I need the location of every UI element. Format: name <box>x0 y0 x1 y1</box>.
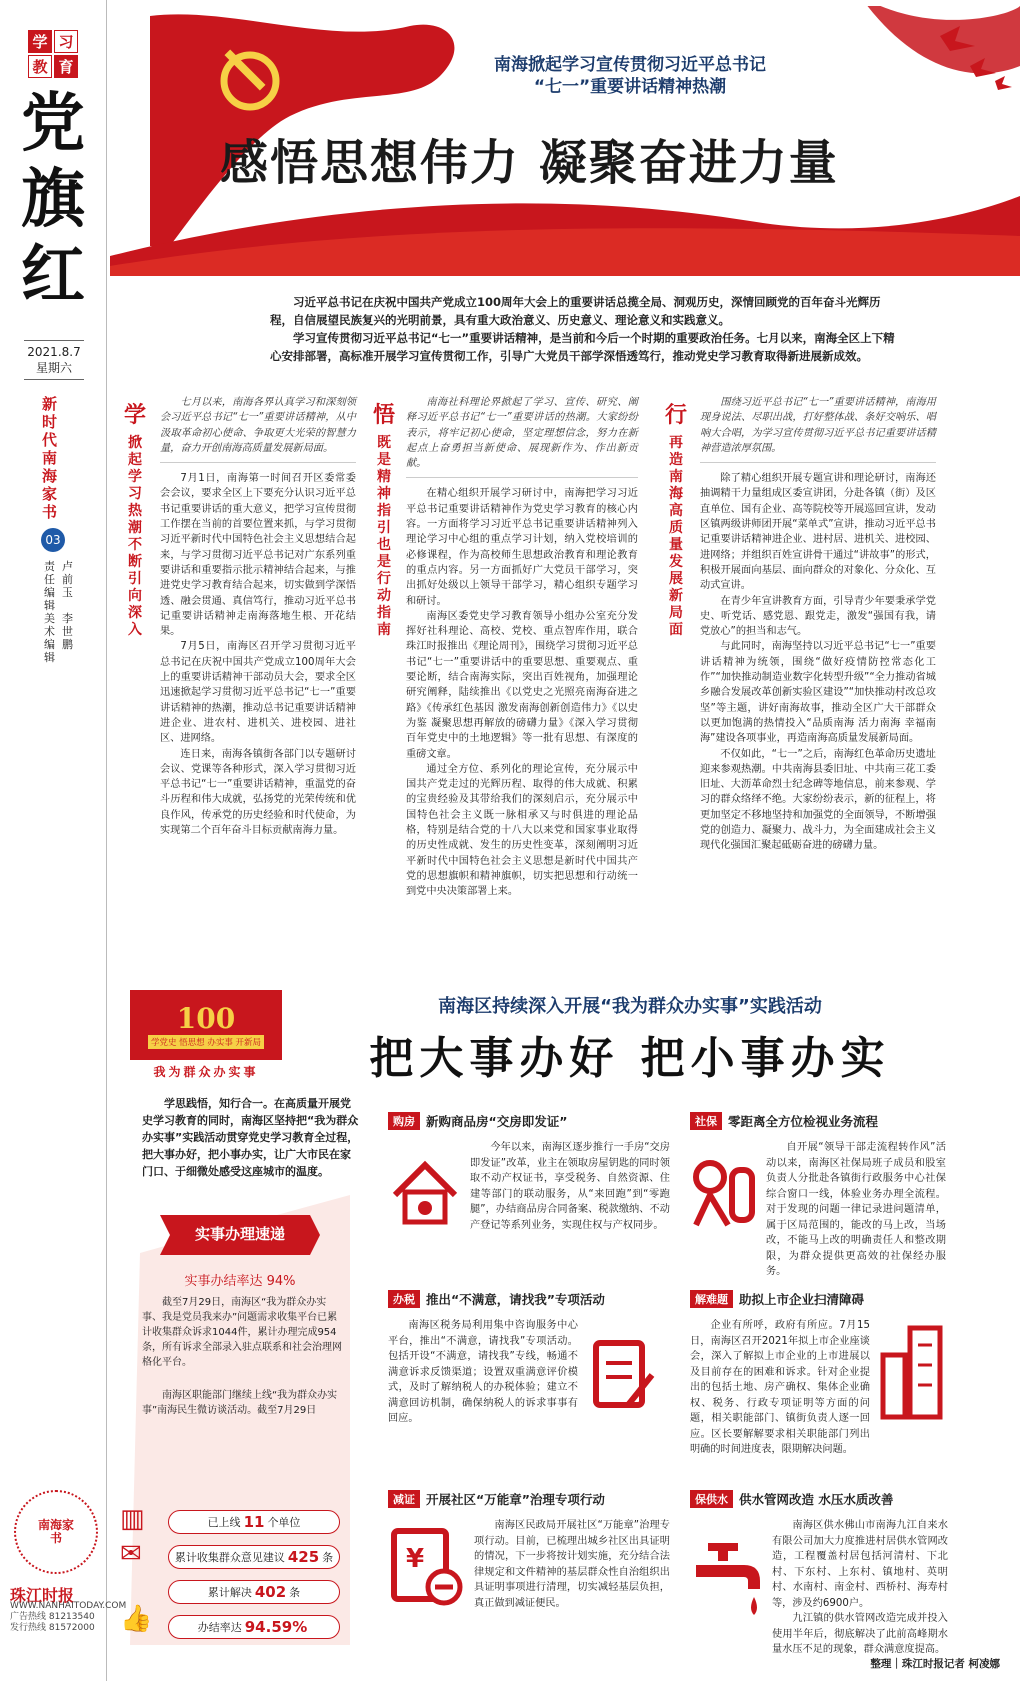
item-seal-text: 南海区民政局开展社区“万能章”治理专项行动。目前，已梳理出城乡社区出具证明的情况，下一步将按计划实施，充分结合法律规定和文件精神的基层群众性自治组织出具证明事项进行清理，切实减轻基层负担，真正做到减证便民。 <box>474 1520 670 1609</box>
item-social-security-head: 社保 零距离全方位检视业务流程 <box>690 1112 878 1130</box>
page-number: 03 <box>41 528 65 552</box>
item-housing-text: 今年以来，南海区逐步推行一手房“交房即发证”改革，业主在领取房屋钥匙的同时领取不动产权证书，享受税务、自然资源、住建等部门的联动服务，从“来回跑”到“零跑腿”，办结商品房合同备案、税款缴纳、不动产登记等系列业务，实现住权与产权同步。 <box>470 1142 670 1231</box>
item-water-text: 南海区供水佛山市南海九江自来水有限公司加大力度推进村居供水管网改造，工程覆盖村居包括河清村、下北村、下东村、上东村、镇地村、英明村、水南村、南金村、西桥村、海寿村等，涉及约6900户。 九江镇的供水管网改造完成并投入使用半年后，彻底解决了此前高峰期水量水压不足的现象，群众满意度提高。 <box>772 1520 948 1655</box>
banner <box>110 6 1020 276</box>
item-tax-text: 南海区税务局利用集中咨询服务中心平台，推出“不满意，请找我”专项活动。包括开设“不满意，请找我”专线，畅通不满意诉求反馈渠道；设置双重满意评价模式，及时了解纳税人的办税体验；建立不满意回访机制，确保纳税人的诉求事事有回应。 <box>388 1320 578 1424</box>
item-housing-head: 购房 新购商品房“交房即发证” <box>388 1112 567 1130</box>
issue-date: 2021.8.7 星期六 <box>24 340 84 380</box>
item-listing-text: 企业有所呼，政府有所应。7月15日，南海区召开2021年拟上市企业座谈会，深入了解拟上市企业的上市进展以及目前存在的困难和诉求。针对企业提出的包括土地、房产确权、集体企业确权、税务、行政专项证明等方面的问题，相关职能部门、镇街负责人逐一回应。区长要解解要求相关职能部门列出明确的时间进度表，限期解决问题。 <box>690 1320 870 1455</box>
section2-headline: 把大事办好 把小事办实 <box>369 1033 891 1084</box>
stat-units-online: 已上线 11 个单位 <box>168 1510 340 1534</box>
item-tax-head: 办税 推出“不满意，请找我”专项活动 <box>388 1290 605 1308</box>
qr-code[interactable]: 南海家书 <box>14 1490 98 1574</box>
document-edit-icon <box>588 1335 658 1415</box>
house-icon <box>385 1150 465 1230</box>
column-learn-tag: 学 掀起学习热潮不断引向深入 <box>123 402 146 638</box>
credit-line: 整理｜珠江时报记者 柯凌娜 <box>870 1658 1000 1670</box>
stat-opinions-collected: 累计收集群众意见建议 425 条 <box>168 1545 340 1569</box>
building-icon: ▥ <box>120 1504 145 1534</box>
svg-text:¥: ¥ <box>406 1544 425 1574</box>
banner-headline: 感悟思想伟力 凝聚奋进力量 <box>220 135 839 191</box>
skyscraper-icon <box>878 1320 948 1420</box>
speed-title: 实事办理速递 <box>194 1225 285 1243</box>
column-learn: 七月以来，南海各界认真学习和深刻领会习近平总书记“七一”重要讲话精神，从中汲取革命初心使命、争取更大光荣的智慧力量，奋力开创南海高质量发展新局面。 7月1日，南海第一时间召开区委常委会会议，要求全区上下要充分认识习近平总书记重要讲话的重大意义，把学习宣传贯彻工作摆在当前的首要位置来抓，与学习贯彻习近平新时代中国特色社会主义思想结合起来，与学习贯彻习近平总书记对广东系列重要讲话和重要指示批示精神结合起来，与推进党史学习教育结合起来，切实做到学深悟透、融会贯通、真信笃行，推动习近平总书记重要讲话精神走南海落地生根、开花结果。 7月5日，南海区召开学习贯彻习近平总书记在庆祝中国共产党成立100周年大会上的重要讲话精神干部动员大会，要求全区迅速掀起学习贯彻习近平总书记“七一”重要讲话精神的热潮，推动总书记重要讲话精神进企业、进农村、进机关、进校园、进社区、进网络。 连日来，南海各镇街各部门以专题研讨会议、党课等各种形式，深入学习贯彻习近平总书记“七一”重要讲话精神，重温党的奋斗历程和伟大成就，弘扬党的光荣传统和优良作风，传承党的历史经验和时代使命，为实现第二个百年奋斗目标贡献南海力量。 <box>160 397 356 837</box>
page-title: 党旗红 <box>21 86 85 313</box>
service-icon <box>688 1155 758 1230</box>
fee-minus-icon <box>388 1525 466 1610</box>
section2-subtitle: 南海区持续深入开展“我为群众办实事”实践活动 <box>438 996 822 1017</box>
column-understand: 南海社科理论界掀起了学习、宣传、研究、阐释习近平总书记“七一”重要讲话的热潮。大家纷纷表示，将牢记初心使命，坚定理想信念，努力在新起点上奋勇担当新使命、展现新作为、作出新贡献。 在精心组织开展学习研讨中，南海把学习习近平总书记重要讲话精神作为党史学习教育的核心内容。一方面将学习习近平总书记重要讲话精神列入理论学习中心组的重点学习计划，纳入党校培训的必修课程，作为高校师生思想政治教育和理论教育的重点内容。另一方面抓好广大党员干部学习，突出抓好处级以上领导干部学习，精心组织专题学习和研讨。 南海区委党史学习教育领导小组办公室充分发挥好社科理论、高校、党校、重点智库作用，联合珠江时报推出《理论周刊》，围绕学习贯彻习近平总书记“七一”重要讲话中的重要思想、重要观点、重要论断，结合南海实际，突出百姓视角，加强理论研究阐释，陆续推出《以党史之光照亮南海奋进之路》《传承红色基因 激发南海创新创造伟力》《以史为鉴 凝聚思想再解放的磅礴力量》《深入学习贯彻百年党史中的土地逻辑》等一批有思想、有深度的重磅文章。 通过全方位、系列化的理论宣传，充分展示中国共产党走过的光辉历程、取得的伟大成就、积累的宝贵经验及其带给我们的深刻启示，充分展示中国特色社会主义既一脉相承又与时俱进的理论品格，特别是结合党的十八大以来党和国家事业取得的历史性成就、发生的历史性变革，深刻阐明习近平新时代中国特色社会主义思想是新时代中国共产党的思想旗帜和精神旗帜，切实把思想和行动统一到党中央决策部署上来。 <box>406 397 638 898</box>
water-tap-icon <box>688 1535 768 1625</box>
speed-text: 截至7月29日，南海区“我为群众办实事、我是党员我来办”问题需求收集平台已累计收集群众诉求1044件，累计办理完成954条，所有诉求全部录入驻点联系和社会治理网格化平台。 <box>142 1297 342 1368</box>
item-listing-head: 解难题 助拟上市企业扫清障碍 <box>690 1290 864 1308</box>
speed-panel <box>120 1195 358 1645</box>
mail-icon: ✉ <box>120 1539 142 1569</box>
section2-lead: 学思践悟，知行合一。在高质量开展党史学习教育的同时，南海区坚持把“我为群众办实事”实践活动贯穿党史学习教育全过程，把大事办好，把小事办实，让广大市民在家门口、于细微处感受这座城市的温度。 <box>142 1097 359 1178</box>
masthead <box>0 0 127 1681</box>
paper-info: 珠江时报 WWW.NANHAITODAY.COM 广告热线 81213540 发行热线 81572000 <box>10 1586 127 1633</box>
stat-completion-rate: 办结率达 94.59% <box>168 1615 340 1639</box>
item-social-security-text: 自开展“领导干部走流程转作风”活动以来，南海区社保局班子成员和股室负责人分批赴各镇街行政服务中心社保综合窗口一线，体验业务办理全流程。对于发现的问题一律记录进问题清单，属于区局范围的，能改的马上改，当场改，不能马上改的明确责任人和整改期限，为群众提供更高效的社保经办服务。 <box>766 1142 946 1277</box>
campaign-logo: 100 学党史 悟思想 办实事 开新局 <box>130 990 282 1060</box>
editor-credits: 责任编辑卢前玉美术编辑李世鹏 <box>44 560 73 664</box>
campaign-logo-label: 我为群众办实事 <box>153 1065 259 1079</box>
item-water-head: 保供水 供水管网改造 水压水质改善 <box>690 1490 893 1508</box>
column-act-tag: 行 再造南海高质量发展新局面 <box>664 402 687 638</box>
thumbs-up-icon: 👍 <box>120 1604 153 1634</box>
completion-rate-title: 实事办结率达 94% <box>184 1274 296 1289</box>
edition-name: 新时代南海家书 <box>42 395 58 521</box>
study-education-logo: 学 习 教 育 <box>28 30 78 78</box>
column-act: 围绕习近平总书记“七一”重要讲话精神，南海用现身说法、尽职出战，打好整体战、条好交响乐、唱响大合唱，为学习宣传贯彻习近平总书记重要讲话精神营造浓厚氛围。 除了精心组织开展专题宣讲和理论研讨，南海还抽调精干力量组成区委宣讲团，分赴各镇（街）及区直单位、国有企业、高等院校等开展巡回宣讲，发动区镇两级讲师团开展“菜单式”宣讲，推动习近平总书记重要讲话精神进企业、进村居、进机关、进校园、进网络；并组织百姓宣讲骨干通过“讲故事”的形式，积极开展面向基层、面向群众的对象化、分众化、互动式宣讲。 在青少年宣讲教育方面，引导青少年要秉承学党史、听党话、感党恩、跟党走，激发“强国有我，请党放心”的担当和志气。 与此同时，南海坚持以习近平总书记“七一”重要讲话精神为统领，围绕“做好疫情防控常态化工作”“加快推动制造业数字化转型升级”“全力推动省城乡融合发展改革创新实验区建设”“加快推动村改总攻坚”等主题，讲好南海故事，推动全区广大干部群众以更加饱满的热情投入“品质南海 活力南海 幸福南海”建设各项事业，再造南海高质量发展新局面。 不仅如此，“七一”之后，南海红色革命历史遗址迎来参观热潮。中共南海县委旧址、中共南三花工委旧址、大沥革命烈士纪念碑等地信息，前来参观、学习的群众络绎不绝。大家纷纷表示，新的征程上，将更加坚定不移地坚持和加强党的全面领导，不断增强党的创造力、凝聚力、战斗力，为全面建成社会主义现代化强国汇聚起砥砺奋进的磅礴力量。 <box>700 397 936 852</box>
stat-resolved: 累计解决 402 条 <box>168 1580 340 1604</box>
banner-subtitle: 南海掀起学习宣传贯彻习近平总书记 “七一”重要讲话精神热潮 <box>494 55 766 97</box>
intro-paragraph: 习近平总书记在庆祝中国共产党成立100周年大会上的重要讲话总揽全局、洞观历史，深情回顾党的百年奋斗光辉历程，自信展望民族复兴的光明前景，具有重大政治意义、历史意义、理论意义和实践意义。 学习宣传贯彻习近平总书记“七一”重要讲话精神，是当前和今后一个时期的重要政治任务。七月以来，南海全区上下精心安排部署，高标准开展学习宣传贯彻工作，引导广大党员干部学深悟透笃行，推动党史学习教育取得新进展新成效。 <box>270 295 895 363</box>
speed-text-2: 南海区职能部门继续上线“我为群众办实事”南海民生微访谈活动。截至7月29日 <box>142 1390 338 1416</box>
item-seal-head: 减证 开展社区“万能章”治理专项行动 <box>388 1490 605 1508</box>
column-understand-tag: 悟 既是精神指引也是行动指南 <box>372 402 395 638</box>
